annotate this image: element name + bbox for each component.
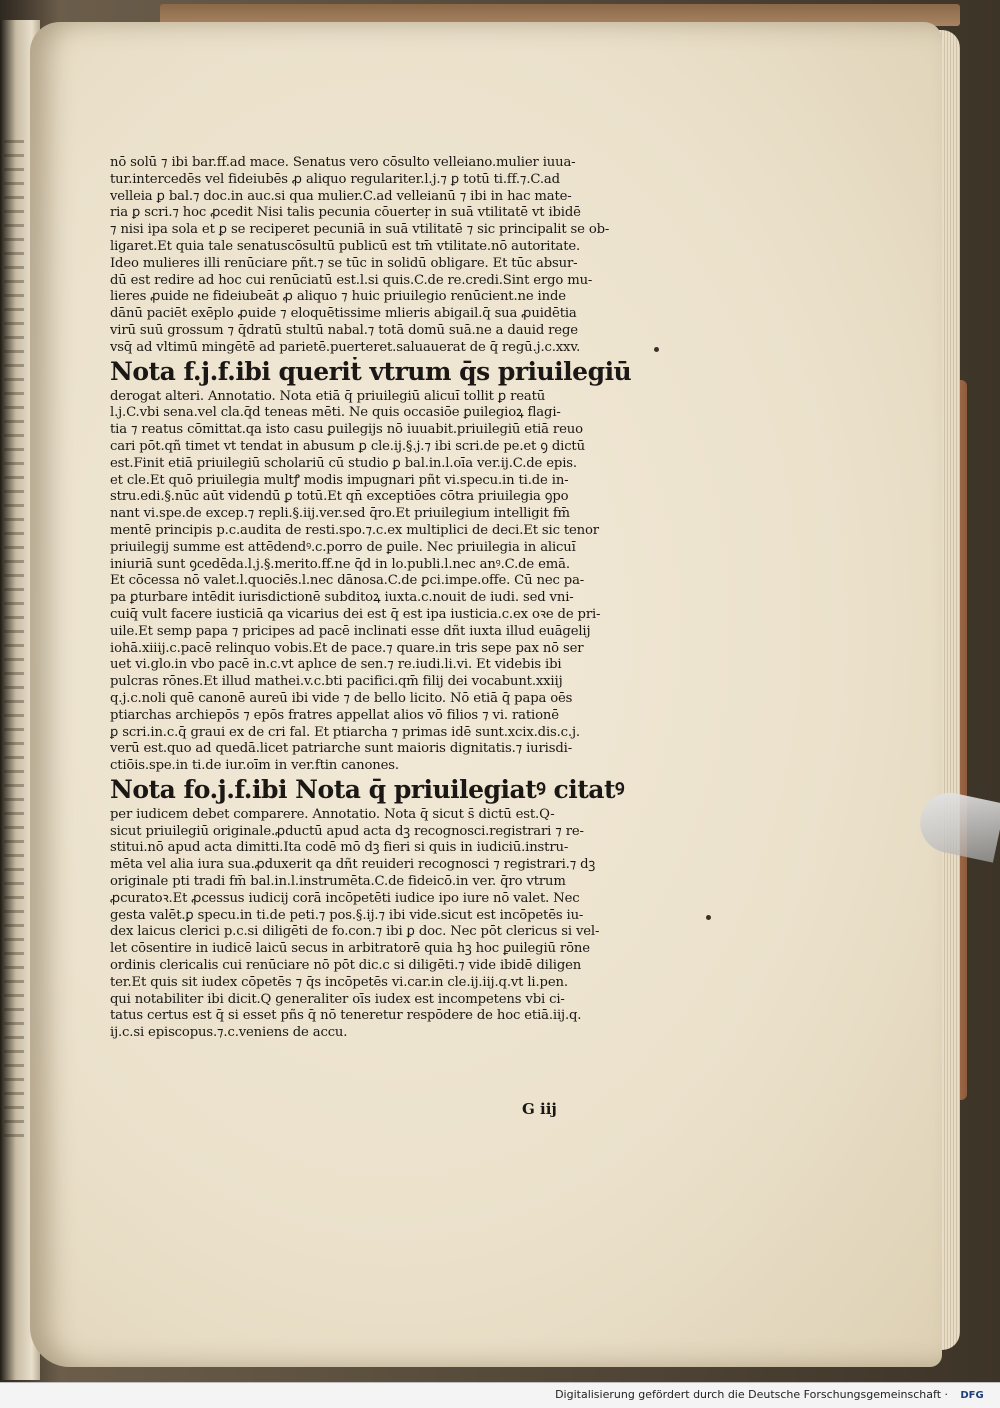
text-line: Ideo mulieres illi renūciare pñt.⁊ se tūc in solidū obligare. Et tūc absur- [110, 255, 578, 271]
text-line: vsq̄ ad vltimū mingētē ad parietē.puerteret.saluauerat de q̄ regū.j.c.xxv. [110, 339, 581, 355]
text-line: l.j.C.vbi sena.vel cla.q̄d teneas mēti. Ne quis occasiōe ꝑuilegioꝝ flagi- [110, 405, 561, 421]
text-line: dānū paciēṫ exēplo ꝓuide ⁊ eloquētissime mlieris abigail.q̄ sua ꝓuidētia [110, 306, 577, 322]
ink-dot [654, 347, 659, 352]
text-line: cuiq̄ vult facere iusticiā qa vicarius dei est q̄ est ipa iusticia.c.ex oꝛe de pri- [110, 606, 601, 622]
text-line: ⁊ nisi ipa sola et ꝑ se reciperet pecuniā in suā vtilitatē ⁊ sic principaliṫ se ob- [110, 222, 610, 238]
ink-dot [706, 915, 711, 920]
text-line: Et cōcessa nō valet.l.quociēs.l.nec dānosa.C.de ꝑci.impe.offe. Cū nec pa- [110, 573, 585, 589]
heading-2: Nota fo.j.f.ibi Nota q̄ priuilegiatꝰ citatꝰ [110, 774, 625, 804]
footer-credit: Digitalisierung gefördert durch die Deutsche Forschungsgemeinschaft · [555, 1388, 948, 1401]
text-line: qui notabiliter ibi dicit.Q generaliter oīs iudex est incompetens vbi ci- [110, 991, 565, 1007]
footer-bar [0, 1382, 1000, 1408]
text-line: virū suū grossum ⁊ q̄dratū stultū nabal.⁊ totā domū suā.ne a dauid rege [110, 322, 578, 338]
text-line: dex laicus clerici p.c.si diligēti de fo.con.⁊ ibi ꝑ doc. Nec pōt clericus si vel- [110, 924, 600, 940]
text-line: et cle.Et quō priuilegia multꝭ modis impugnari pñt vi.specu.in ti.de in- [110, 472, 569, 488]
text-line: ij.c.si episcopus.⁊.c.veniens de accu. [110, 1025, 348, 1041]
text-line: q.j.c.noli quē canonē aureū ibi vide ⁊ de bello licito. Nō etiā q̄ papa oēs [110, 690, 573, 706]
text-line: tur.intercedēs vel fideiubēs ꝓ aliquo regulariter.l.j.⁊ ꝑ totū ti.ff.⁊.C.ad [110, 171, 560, 187]
text-line: ꝓcuratoꝛ.Et ꝓcessus iudicij corā incōpetēti iudice ipo iure nō valet. Nec [110, 890, 580, 906]
text-line: originale pti tradi fm̄ bal.in.l.instrumēta.C.de fideicō.in ver. q̄ro vtrum [110, 874, 566, 890]
text-line: stru.edi.§.nūc aūt videndū ꝑ totū.Et qn̄ exceptiōes cōtra priuilegia ꝯpo [110, 489, 569, 505]
text-line: ria ꝑ scri.⁊ hoc ꝓcedit Nisi talis pecunia cōuerteṛ in suā vtilitatē vt ibidē [110, 205, 581, 221]
text-line: pṫiarchas archiepōs ⁊ epōs fratres appellat alios vō filios ⁊ vi. rationē [110, 707, 559, 723]
text-line: nant vi.spe.de excep.⁊ repli.§.iij.ver.sed q̄ro.Et priuilegium intelligiṫ fm̄ [110, 506, 570, 522]
paragraph-3 [110, 807, 645, 1042]
text-line: pa ꝑturbare intēdit iurisdictionē subditoꝝ iuxta.c.nouit de iudi. sed vni- [110, 590, 574, 606]
text-line: ter.Et quis sit iudex cōpetēs ⁊ q̄s incōpetēs vi.car.in cle.ij.iij.q.vt li.pen. [110, 974, 568, 990]
text-line: per iudicem debet comparere. Annotatio. Nota q̄ sicut s̄ dictū est.Q- [110, 806, 555, 822]
text-line: gesta valēt.ꝑ specu.in ti.de peti.⁊ pos.§.ij.⁊ ibi vide.sicut est incōpetēs iu- [110, 907, 584, 923]
text-line: stitui.nō apud acta dimitti.Ita codē mō dꝫ fieri si quis in iudiciū.instru- [110, 840, 569, 856]
text-line: ctiōis.spe.in ti.de iur.oīm in ver.ftin canones. [110, 758, 399, 774]
heading-1: Nota f.j.f.ibi queriṫ vtrum q̄s priuilegiū [110, 356, 632, 386]
text-line: priuilegij summe est attēdendꝰ.c.porro de ꝑuile. Nec priuilegia in alicuı̄ [110, 539, 576, 555]
text-line: tatus certus est q̄ si esset pñs q̄ nō teneretur respōdere de hoc etiā.iij.q. [110, 1008, 582, 1024]
text-line: ueṫ vi.glo.in vbo pacē in.c.vt aplıce de sen.⁊ re.iudi.li.vi. Et videbis ibi [110, 657, 562, 673]
text-line: mēta vel alia iura sua.ꝓduxerit qa dñt reuideri recognosci ⁊ registrari.⁊ dꝫ [110, 857, 596, 873]
text-line: ordinis clericalis cui renūciare nō pōt dic.c si diligēti.⁊ vide ibidē diligen [110, 958, 582, 974]
text-line: derogat alteri. Annotatio. Nota etiā q̄ priuilegiū alicuı̄ tolliṫ ꝑ reatū [110, 388, 546, 404]
text-line: ligaret.Et quia tale senatuscōsultū publicū est tm̄ vtilitate.nō autoritate. [110, 238, 581, 254]
text-line: iniuriā sunt ꝯcedēda.l.j.§.merito.ff.ne q̄d in lo.publi.l.nec anꝰ.C.de emā. [110, 556, 570, 572]
text-line: cari pōt.qñ timeṫ vt tendat in abusum ꝑ cle.ij.§.j.⁊ ibi scri.de pe.et ꝯ dictū [110, 438, 585, 454]
paragraph-1 [110, 155, 645, 357]
text-line: velleia ꝑ bal.⁊ doc.in auc.si qua mulier.C.ad velleianū ⁊ ibi in hac mate- [110, 188, 572, 204]
text-line: ꝑ scri.in.c.q̄ graui ex de cri fal. Et pṫiarcha ⁊ primas idē sunt.xcix.dis.c.j. [110, 724, 580, 740]
text-line: dū est redire ad hoc cui renūciatū est.l.si quis.C.de re.credi.Sint ergo mu- [110, 272, 593, 288]
text-line: lieres ꝓuide ne fideiubeāt ꝓ aliquo ⁊ huic priuilegio renūcient.ne inde [110, 289, 566, 305]
text-line: pulcras rōnes.Et illud mathei.v.c.bti pacifici.qm̄ filij dei vocabunṫ.xxiij [110, 674, 563, 690]
text-line: verū est.quo ad quedā.licet patriarche sunt maioris dignitatis.⁊ iurisdi- [110, 741, 573, 757]
dfg-logo: DFG [960, 1390, 984, 1401]
paragraph-2 [110, 389, 645, 775]
text-line: uile.Et semp papa ⁊ pricipes ad pacē inclinati esse dñt iuxta illud euāgelij [110, 623, 591, 639]
text-line: nō solū ⁊ ibi bar.ff.ad mace. Senatus vero cōsulto velleiano.mulier iuua- [110, 155, 576, 170]
text-line: sicut priuilegiū originale.ꝓductū apud acta dꝫ recognosci.registrari ⁊ re- [110, 823, 584, 839]
text-line: let cōsentire in iudicē laicū secus in arbitratorē quia hꝫ hoc ꝑuilegiū rōne [110, 941, 590, 957]
text-line: mentē principis p.c.audita de resti.spo.⁊.c.ex multiplici de deci.Et sic tenor [110, 522, 599, 538]
text-line: tia ⁊ reatus cōmittat.qa isto casu ꝑuilegijs nō iuuabiṫ.priuilegiū etiā reuo [110, 422, 583, 438]
text-line: iohā.xiiij.c.pacē relinquo vobis.Et de pace.⁊ quare.in ṫris sepe pax nō ser [110, 640, 584, 656]
text-line: est.Finiṫ etiā priuilegiū scholariū cū studio ꝑ bal.in.l.oīa ver.ij.C.de epis. [110, 455, 577, 471]
left-page-text-shadow [4, 140, 24, 1140]
signature-mark: G iij [522, 1100, 557, 1118]
text-block [110, 155, 645, 1042]
